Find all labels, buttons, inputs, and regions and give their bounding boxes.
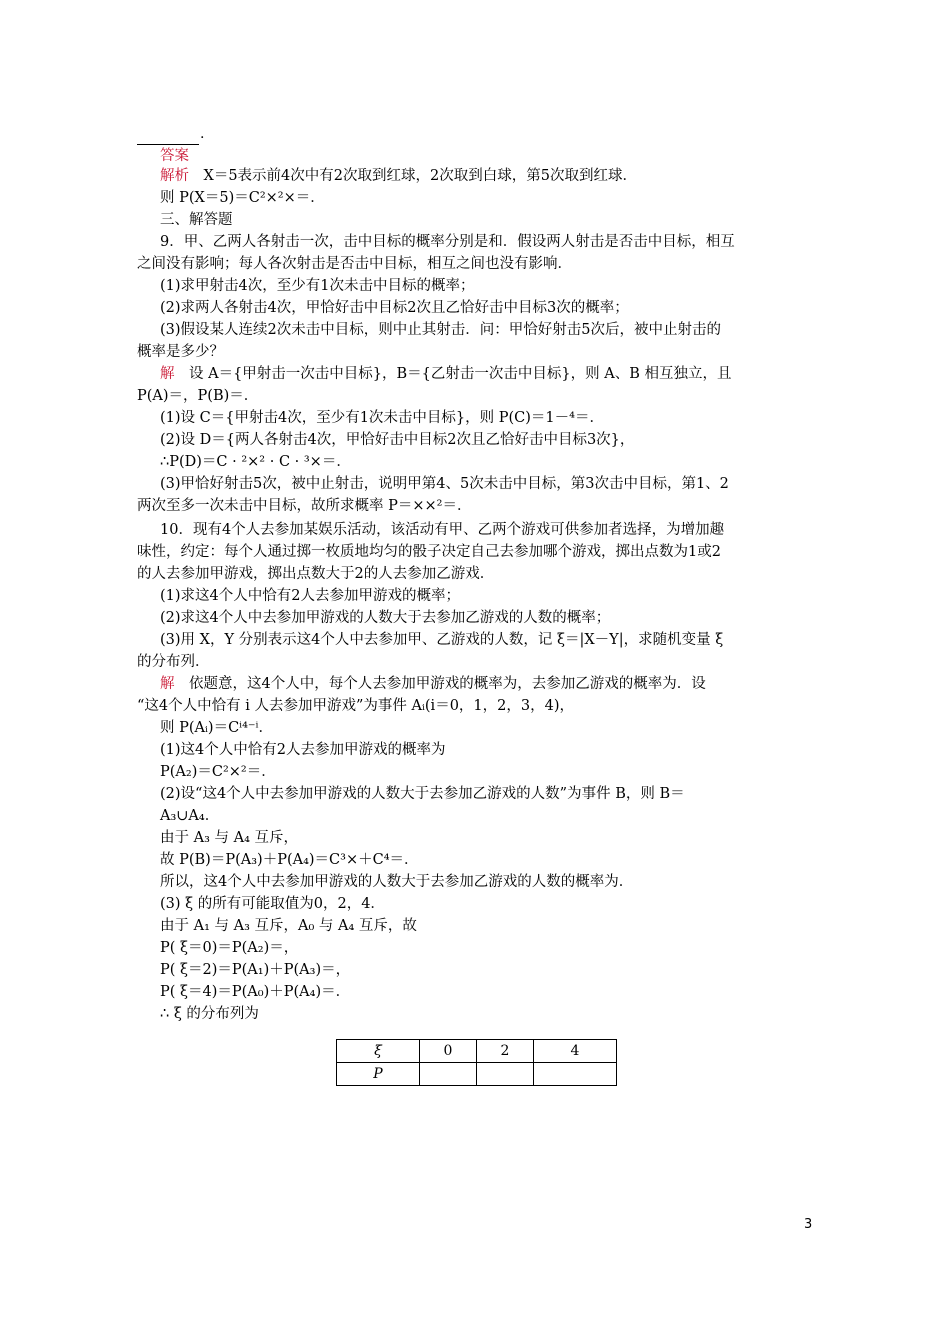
table-cell: ξ: [337, 1040, 420, 1063]
table-cell: 2: [477, 1040, 534, 1063]
line-text: 三、解答题: [160, 212, 233, 228]
text-line: [160, 586, 460, 606]
line-text: (3)假设某人连续2次未击中目标，则中止其射击．问：甲恰好射击5次后，被中止射击的: [160, 322, 721, 338]
text-line: [160, 718, 273, 738]
text-line: [160, 276, 475, 296]
line-text: “这4个人中恰有 i 人去参加甲游戏”为事件 Aᵢ(i＝0，1，2，3，4)，: [137, 698, 574, 714]
line-text: (2)求两人各射击4次，甲恰好击中目标2次且乙恰好击中目标3次的概率；: [160, 300, 629, 316]
text-line: [137, 696, 574, 716]
text-line: [160, 210, 233, 230]
line-text: 故 P(B)＝P(A₃)＋P(A₄)＝C³×＋C⁴＝．: [160, 852, 419, 868]
text-line: [160, 320, 721, 340]
text-line: [160, 188, 325, 208]
text-line: [160, 520, 724, 540]
table-cell: [477, 1063, 534, 1086]
line-text: 由于 A₃ 与 A₄ 互斥，: [160, 830, 299, 846]
line-text: 10．现有4个人去参加某娱乐活动，该活动有甲、乙两个游戏可供参加者选择，为增加趣: [160, 522, 725, 538]
text-line: [137, 564, 494, 584]
line-text: (3)甲恰好射击5次，被中止射击，说明甲第4、5次未击中目标，第3次击中目标，第1、2: [160, 476, 729, 492]
line-text: (1)这4个人中恰有2人去参加甲游戏的概率为: [160, 742, 446, 758]
text-line: [160, 408, 604, 428]
solution-label: 解: [160, 366, 175, 382]
solution-label: 解析: [160, 168, 189, 184]
line-text: ∴P(D)＝C · ²×² · C · ³×＝．: [160, 454, 351, 470]
text-line: [137, 542, 721, 562]
text-line: [160, 452, 351, 472]
text-line: [160, 298, 629, 318]
text-line: [160, 828, 298, 848]
text-line: [160, 364, 731, 384]
text-line: [160, 806, 219, 826]
text-line: [160, 762, 276, 782]
text-line: [160, 232, 735, 252]
text-line: [137, 652, 210, 672]
table-row: [337, 1063, 617, 1086]
text-line: [137, 386, 258, 406]
text-line: [160, 938, 298, 958]
blank-period: .: [200, 126, 205, 142]
line-text: (1)设 C＝{甲射击4次，至少有1次未击中目标}，则 P(C)＝1－⁴＝．: [160, 410, 604, 426]
line-text: 味性，约定：每个人通过掷一枚质地均匀的骰子决定自己去参加哪个游戏，掷出点数为1或2: [137, 544, 721, 560]
line-text: X＝5表示前4次中有2次取到红球，2次取到白球，第5次取到红球．: [189, 168, 637, 184]
page-number: 3: [804, 1217, 813, 1232]
text-line: [160, 894, 385, 914]
line-text: (1)求甲射击4次，至少有1次未击中目标的概率；: [160, 278, 475, 294]
answer-blank: [137, 132, 199, 145]
text-line: [160, 166, 637, 186]
line-text: P( ξ＝0)＝P(A₂)＝，: [160, 940, 299, 956]
text-line: [160, 474, 729, 494]
line-text: 则 P(X＝5)＝C²×²×＝．: [160, 190, 325, 206]
line-text: (1)求这4个人中恰有2人去参加甲游戏的概率；: [160, 588, 460, 604]
text-line: [160, 960, 350, 980]
text-line: [160, 740, 446, 760]
line-text: 依题意，这4个人中，每个人去参加甲游戏的概率为，去参加乙游戏的概率为．设: [174, 676, 706, 692]
text-line: [137, 342, 224, 362]
text-line: [137, 254, 572, 274]
line-text: 答案: [160, 148, 189, 164]
line-text: A₃∪A₄．: [160, 808, 220, 824]
line-text: 的人去参加甲游戏，掷出点数大于2的人去参加乙游戏．: [137, 566, 495, 582]
text-line: [160, 674, 706, 694]
line-text: ∴ ξ 的分布列为: [160, 1006, 259, 1022]
text-line: [160, 430, 634, 450]
table-header-row: [337, 1040, 617, 1063]
table-cell: 4: [534, 1040, 617, 1063]
line-text: 9．甲、乙两人各射击一次，击中目标的概率分别是和．假设两人射击是否击中目标，相互: [160, 234, 735, 250]
text-line: [160, 872, 633, 892]
line-text: 两次至多一次未击中目标，故所求概率 P＝××²＝．: [137, 498, 472, 514]
line-text: 概率是多少？: [137, 344, 224, 360]
line-text: 所以，这4个人中去参加甲游戏的人数大于去参加乙游戏的人数的概率为．: [160, 874, 634, 890]
text-line: [137, 496, 471, 516]
line-text: (3) ξ 的所有可能取值为0，2，4．: [160, 896, 385, 912]
text-line: [160, 1004, 259, 1024]
text-line: [160, 146, 189, 166]
text-line: [160, 630, 723, 650]
line-text: 之间没有影响；每人各次射击是否击中目标，相互之间也没有影响．: [137, 256, 572, 272]
table-cell: P: [337, 1063, 420, 1086]
text-line: [160, 784, 685, 804]
line-text: (2)求这4个人中去参加甲游戏的人数大于去参加乙游戏的人数的概率；: [160, 610, 611, 626]
line-text: P(A)＝，P(B)＝．: [137, 388, 259, 404]
table-cell: [420, 1063, 477, 1086]
line-text: 则 P(Aᵢ)＝Cⁱ⁴⁻ⁱ．: [160, 720, 273, 736]
line-text: (2)设“这4个人中去参加甲游戏的人数大于去参加乙游戏的人数”为事件 B，则 B＝: [160, 786, 685, 802]
line-text: 的分布列．: [137, 654, 210, 670]
distribution-table: [336, 1039, 617, 1086]
line-text: P(A₂)＝C²×²＝．: [160, 764, 276, 780]
text-line: [160, 982, 350, 1002]
text-line: [160, 916, 417, 936]
solution-label: 解: [160, 676, 175, 692]
line-text: P( ξ＝4)＝P(A₀)＋P(A₄)＝．: [160, 984, 351, 1000]
table-cell: [534, 1063, 617, 1086]
line-text: 由于 A₁ 与 A₃ 互斥，A₀ 与 A₄ 互斥，故: [160, 918, 417, 934]
text-line: [160, 608, 610, 628]
text-line: [160, 850, 419, 870]
line-text: (3)用 X，Y 分别表示这4个人中去参加甲、乙游戏的人数，记 ξ＝|X－Y|，求随机变量 ξ: [160, 632, 724, 648]
line-text: P( ξ＝2)＝P(A₁)＋P(A₃)＝，: [160, 962, 351, 978]
table-cell: 0: [420, 1040, 477, 1063]
line-text: 设 A＝{甲射击一次击中目标}，B＝{乙射击一次击中目标}，则 A、B 相互独立，且: [174, 366, 732, 382]
line-text: (2)设 D＝{两人各射击4次，甲恰好击中目标2次且乙恰好击中目标3次}，: [160, 432, 635, 448]
